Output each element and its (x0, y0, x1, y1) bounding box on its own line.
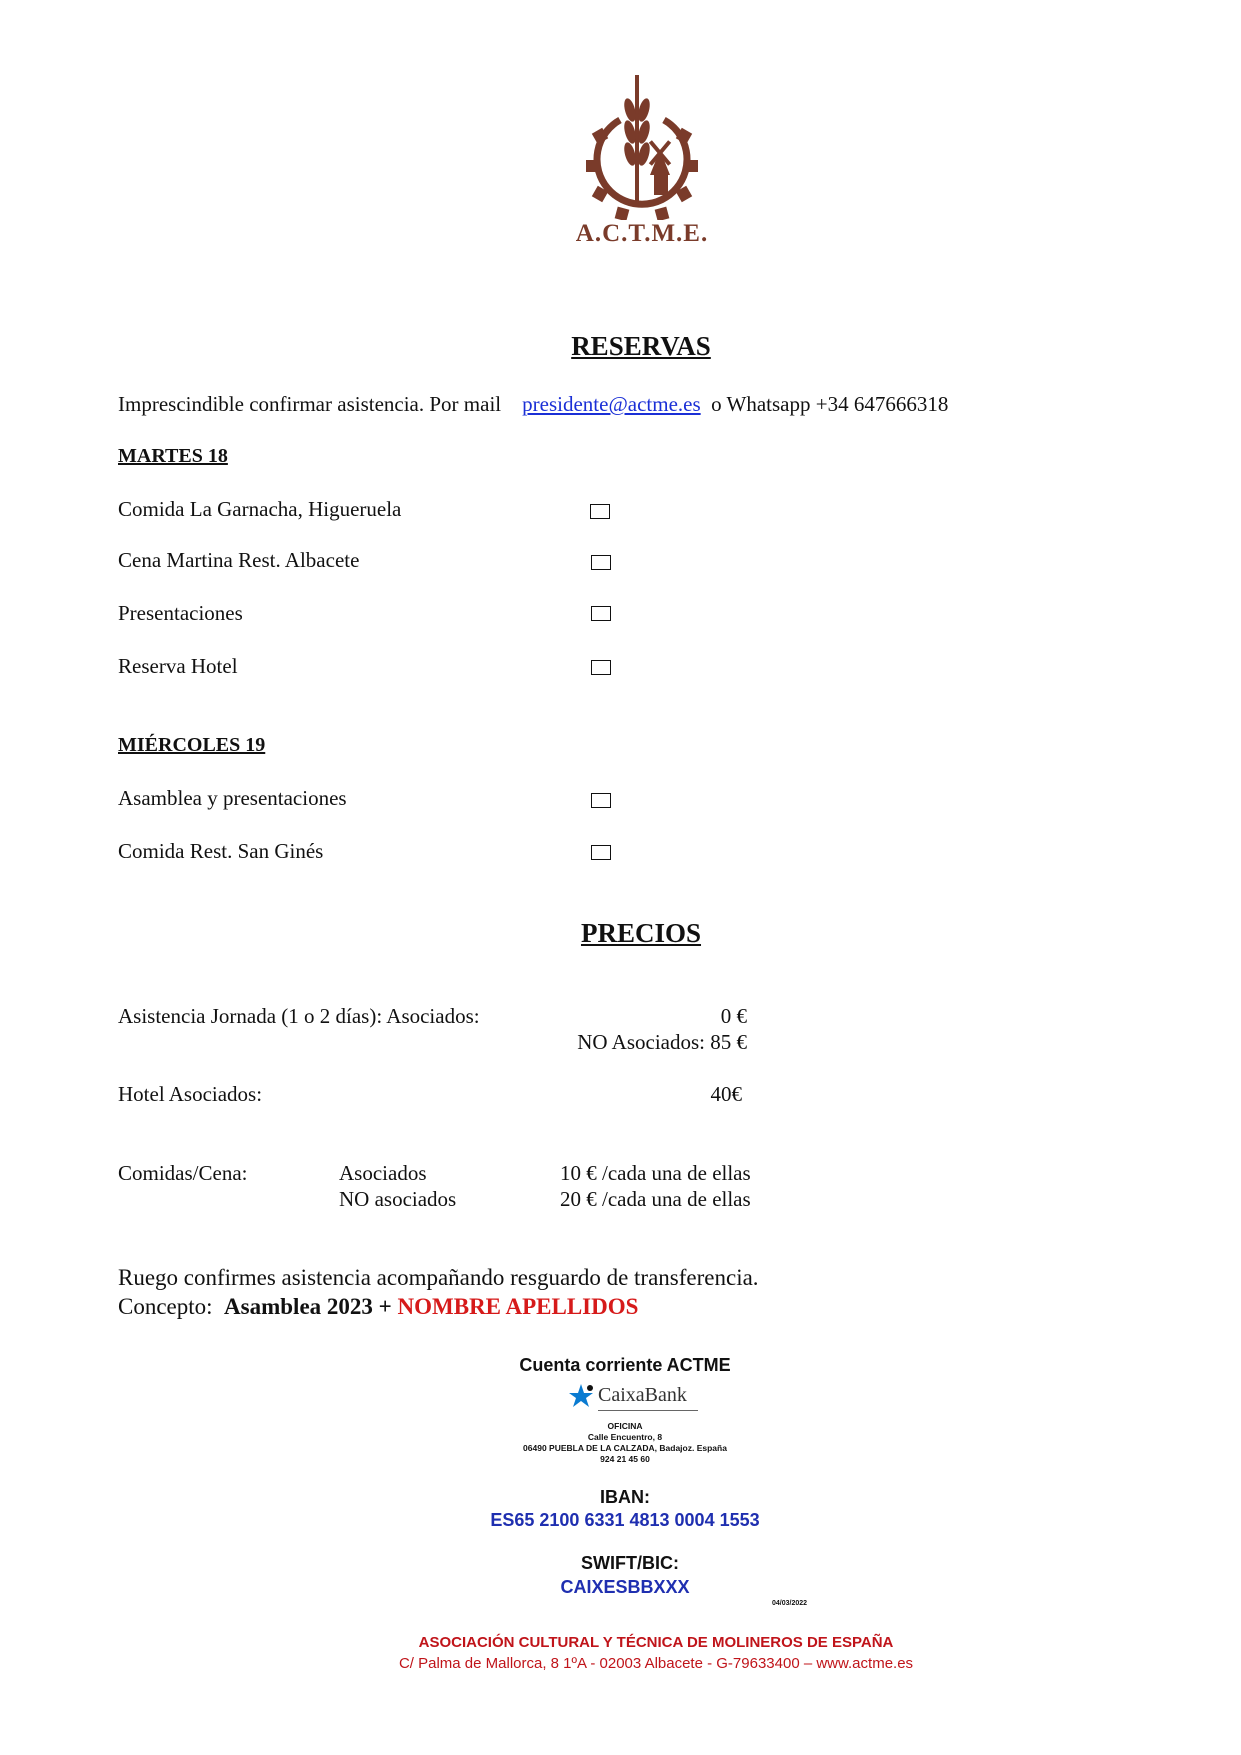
concepto-line (118, 1294, 638, 1320)
caixabank-star-icon (566, 1382, 596, 1410)
intro-text: Imprescindible confirmar asistencia. Por mail (118, 392, 502, 416)
comidas-tipo-asociados: Asociados (339, 1161, 427, 1185)
list-item: Reserva Hotel (118, 654, 238, 678)
list-item: Presentaciones (118, 601, 243, 625)
iban-value: ES65 2100 6331 4813 0004 1553 (490, 1510, 760, 1530)
reservas-intro (118, 392, 948, 417)
swift-value: CAIXESBBXXX (560, 1577, 690, 1597)
asistencia-no-asociados-price: NO Asociados: 85 € (577, 1030, 747, 1054)
bank-title: Cuenta corriente ACTME (519, 1355, 731, 1375)
concepto-bold: Asamblea 2023 + (224, 1294, 392, 1319)
hotel-price: 40€ (710, 1082, 742, 1106)
actme-logo (572, 70, 712, 245)
list-item: Cena Martina Rest. Albacete (118, 548, 360, 572)
office-line: OFICINA (607, 1421, 643, 1431)
office-line: 924 21 45 60 (600, 1454, 650, 1464)
footer-address: C/ Palma de Mallorca, 8 1ºA - 02003 Albacete - G-79633400 – www.actme.es (398, 1655, 914, 1672)
office-address (523, 1421, 727, 1465)
document-date: 04/03/2022 (772, 1600, 808, 1607)
comidas-label: Comidas/Cena: (118, 1161, 248, 1185)
list-item: Asamblea y presentaciones (118, 786, 347, 810)
checkbox-asamblea[interactable] (591, 793, 611, 808)
iban-label: IBAN: (600, 1487, 650, 1507)
comidas-precio-no-asociados: 20 € /cada una de ellas (560, 1187, 751, 1211)
swift-label: SWIFT/BIC: (581, 1553, 679, 1573)
checkbox-presentaciones[interactable] (591, 606, 611, 621)
comidas-tipo-no-asociados: NO asociados (339, 1187, 457, 1211)
office-line: Calle Encuentro, 8 (587, 1432, 663, 1442)
list-item: Comida La Garnacha, Higueruela (118, 497, 402, 521)
comidas-precio-asociados: 10 € /cada una de ellas (560, 1161, 751, 1185)
concepto-red: NOMBRE APELLIDOS (397, 1294, 639, 1319)
checkbox-comida-san-gines[interactable] (591, 845, 611, 860)
reservas-title: RESERVAS (571, 331, 711, 361)
day-label-miercoles: MIÉRCOLES 19 (118, 734, 266, 756)
caixabank-name: CaixaBank (598, 1384, 687, 1406)
asistencia-label: Asistencia Jornada (1 o 2 días): Asociados: (118, 1004, 480, 1028)
email-link[interactable]: presidente@actme.es (522, 392, 701, 416)
confirmacion-line: Ruego confirmes asistencia acompañando resguardo de transferencia. (118, 1265, 759, 1290)
logo-text: A.C.T.M.E. (575, 220, 709, 247)
concepto-label: Concepto: (118, 1294, 213, 1319)
asistencia-asociados-price: 0 € (720, 1004, 747, 1028)
checkbox-comida-garnacha[interactable] (590, 504, 610, 519)
list-item: Comida Rest. San Ginés (118, 839, 324, 863)
actme-emblem-icon (572, 70, 712, 220)
checkbox-cena-martina[interactable] (591, 555, 611, 570)
footer-association-name: ASOCIACIÓN CULTURAL Y TÉCNICA DE MOLINEROS DE ESPAÑA (418, 1634, 894, 1651)
office-line: 06490 PUEBLA DE LA CALZADA, Badajoz. España (523, 1443, 727, 1453)
caixabank-underline (598, 1410, 698, 1411)
hotel-label: Hotel Asociados: (118, 1082, 263, 1106)
day-label-martes: MARTES 18 (118, 445, 228, 467)
whatsapp-text: o Whatsapp +34 647666318 (711, 392, 949, 416)
precios-title: PRECIOS (580, 918, 702, 948)
checkbox-reserva-hotel[interactable] (591, 660, 611, 675)
